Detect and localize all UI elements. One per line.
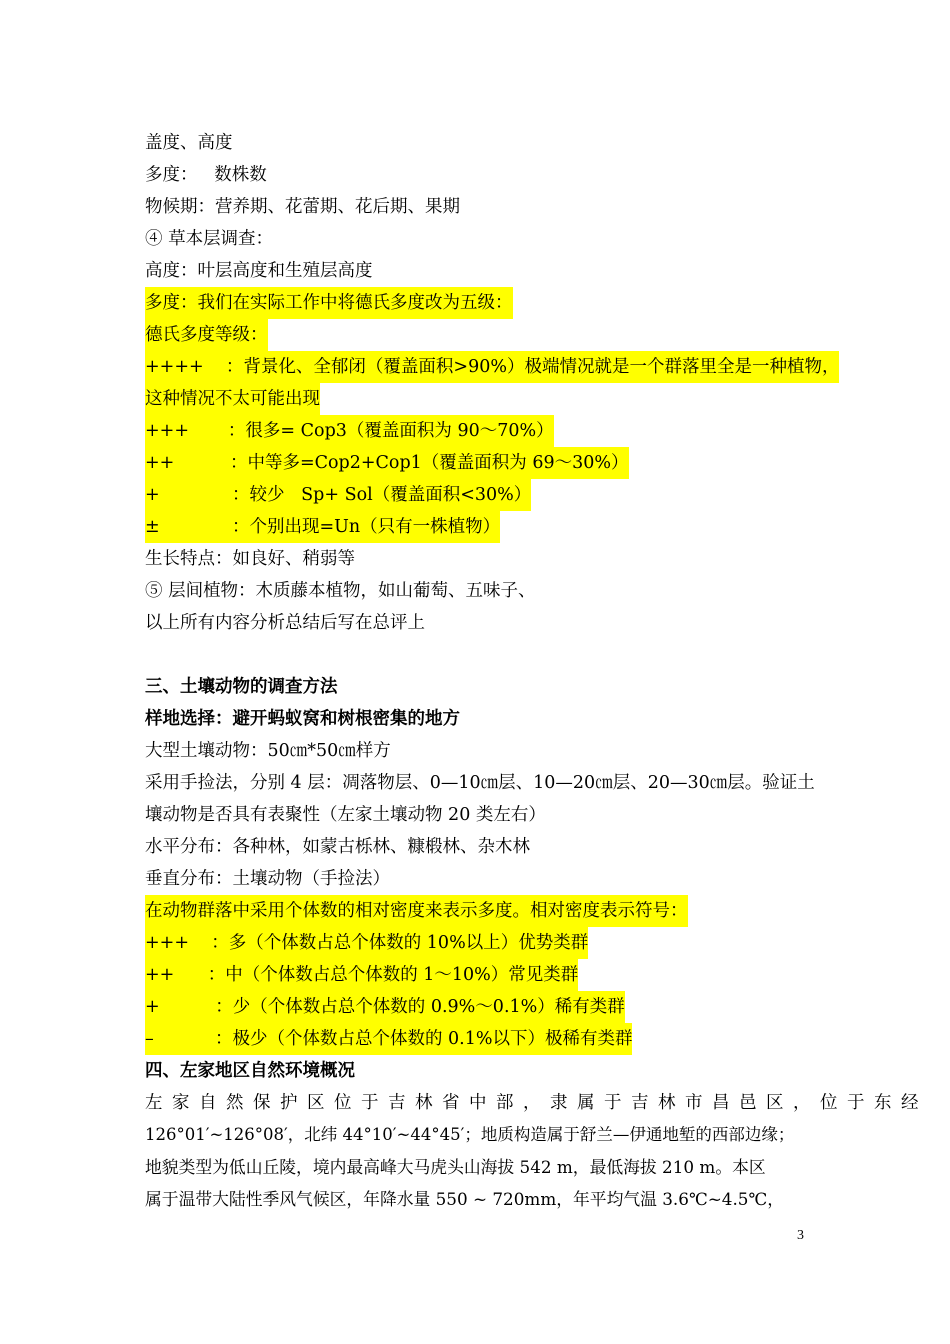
highlighted-line: + ：较少 Sp+ Sol（覆盖面积<30%） xyxy=(145,479,531,511)
text-line: 生长特点：如良好、稍弱等 xyxy=(145,549,355,569)
highlighted-line: ++ ：中等多=Cop2+Cop1（覆盖面积为 69～30%） xyxy=(145,447,629,479)
text-line: 大型土壤动物：50㎝*50㎝样方 xyxy=(145,741,391,761)
highlighted-line: + ：少（个体数占总个体数的 0.9%～0.1%）稀有类群 xyxy=(145,991,625,1023)
text-line: 以上所有内容分析总结后写在总评上 xyxy=(145,613,425,633)
section-heading: 四、左家地区自然环境概况 xyxy=(145,1061,355,1081)
highlighted-line: ++ ：中（个体数占总个体数的 1～10%）常见类群 xyxy=(145,959,578,991)
text-line: ⑤ 层间植物：木质藤本植物，如山葡萄、五味子、 xyxy=(145,581,536,601)
text-line: 水平分布：各种林，如蒙古栎林、糠椴林、杂木林 xyxy=(145,837,530,857)
text-line: 属于温带大陆性季风气候区，年降水量 550 ~ 720mm，年平均气温 3.6℃~4.5℃， xyxy=(145,1189,785,1209)
text-line: 垂直分布：土壤动物（手捡法） xyxy=(145,869,390,889)
text-line: 物候期：营养期、花蕾期、花后期、果期 xyxy=(145,197,460,217)
text-line: 盖度、高度 xyxy=(145,133,233,153)
highlighted-line: +++ ：多（个体数占总个体数的 10%以上）优势类群 xyxy=(145,927,588,959)
highlighted-line: 多度：我们在实际工作中将德氏多度改为五级： xyxy=(145,287,513,319)
text-line: ④ 草本层调查： xyxy=(145,229,274,249)
text-line: 壤动物是否具有表聚性（左家土壤动物 20 类左右） xyxy=(145,805,546,825)
text-line: 左家自然保护区位于吉林省中部，隶属于吉林市昌邑区，位于东经 xyxy=(145,1093,928,1113)
highlighted-line: 德氏多度等级： xyxy=(145,319,268,351)
text-line: 高度：叶层高度和生殖层高度 xyxy=(145,261,373,281)
page-number: 3 xyxy=(797,1228,804,1243)
subheading: 样地选择：避开蚂蚁窝和树根密集的地方 xyxy=(145,709,460,729)
highlighted-line: 在动物群落中采用个体数的相对密度来表示多度。相对密度表示符号： xyxy=(145,895,688,927)
text-line: 126°01′~126°08′，北纬 44°10′~44°45′；地质构造属于舒兰—伊通地堑的西部边缘； xyxy=(145,1125,795,1144)
text-line: 多度： 数株数 xyxy=(145,165,267,185)
highlighted-line: ++++ ：背景化、全郁闭（覆盖面积>90%）极端情况就是一个群落里全是一种植物， xyxy=(145,351,839,383)
highlighted-line: +++ ：很多= Cop3（覆盖面积为 90～70%） xyxy=(145,415,554,447)
highlighted-line: ± ：个别出现=Un（只有一株植物） xyxy=(145,511,500,543)
text-line: 采用手捡法，分别 4 层：凋落物层、0—10㎝层、10—20㎝层、20—30㎝层。验证土 xyxy=(145,773,815,793)
highlighted-line: 这种情况不太可能出现 xyxy=(145,383,320,415)
highlighted-line: – ：极少（个体数占总个体数的 0.1%以下）极稀有类群 xyxy=(145,1023,632,1055)
text-line: 地貌类型为低山丘陵，境内最高峰大马虎头山海拔 542 m，最低海拔 210 m。本区 xyxy=(145,1157,766,1177)
section-heading: 三、土壤动物的调查方法 xyxy=(145,677,338,697)
